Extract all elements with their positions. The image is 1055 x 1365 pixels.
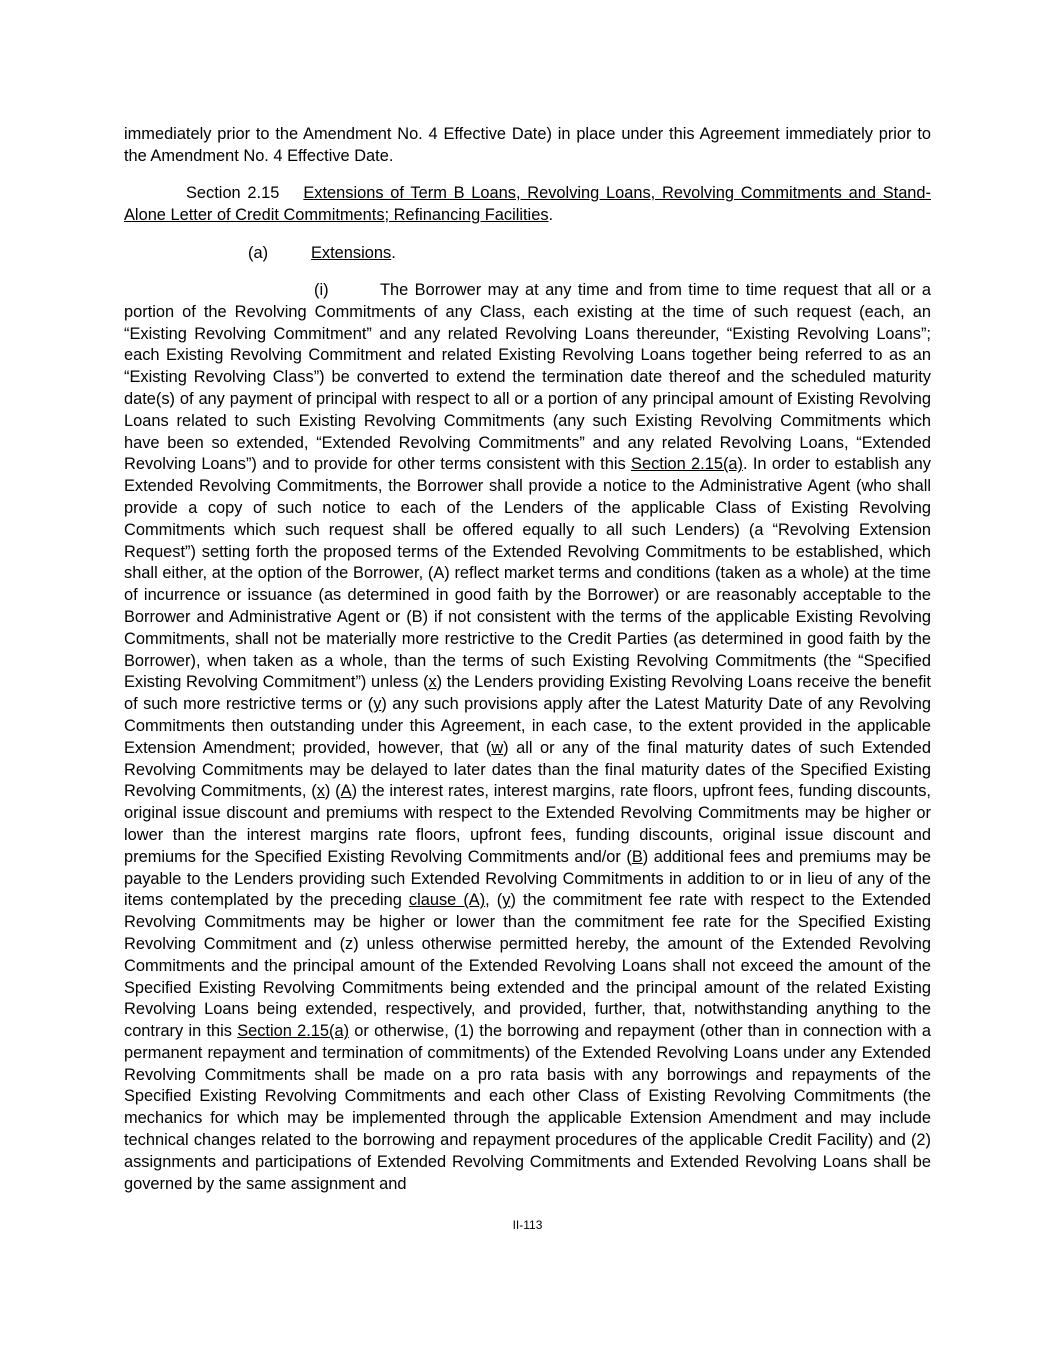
item-marker: y — [502, 891, 511, 910]
clause-i-paragraph — [124, 280, 931, 1195]
subsection-label: (a) — [248, 244, 269, 262]
item-marker: y — [373, 695, 382, 714]
page-number: II-113 — [512, 1218, 543, 1232]
section-title-end: . — [548, 205, 554, 224]
section-heading — [124, 183, 931, 227]
text-run: , ( — [485, 891, 503, 910]
item-marker: A — [340, 782, 352, 801]
clause-label: (i) — [314, 281, 329, 299]
clause-reference: clause (A) — [408, 891, 486, 910]
text-run: ) the commitment fee rate with respect to the Extended Revolving Commitments may be higher or lower than the commitment fee rate for the Specified Existing Revolving Commitment and (z) unless otherwise permitted hereby, the amount of the Extended Revolving Commitments and the principal amount of the Extended Revolving Loans shall not exceed the amount of the Specified Existing Revolving Commitments being extended and the principal amount of the related Existing Revolving Loans being extended, respectively, and provided, further, that, notwithstanding anything to the contrary in this — [124, 891, 931, 1041]
text-run: . In order to establish any Extended Revolving Commitments, the Borrower shall provide a notice to the Administrative Agent (who shall provide a copy of such notice to each of the Lenders of the applicable Class of Existing Revolving Commitments which such request shall be offered equally to all such Lenders) (a “Revolving Extension Request”) setting forth the proposed terms of the Extended Revolving Commitments to be established, which shall either, at the option of the Borrower, (A) reflect market terms and conditions (taken as a whole) at the time of incurrence or issuance (as determined in good faith by the Borrower) or are reasonably acceptable to the Borrower and Administrative Agent or (B) if not consistent with the terms of the applicable Existing Revolving Commitments, shall not be materially more restrictive to the Credit Parties (as determined in good faith by the Borrower), when taken as a whole, than the terms of such Existing Revolving Commitments (the “Specified Existing Revolving Commitment”) unless ( — [124, 455, 931, 692]
item-marker: B — [631, 847, 643, 866]
item-marker: x — [428, 673, 437, 692]
text-run: The Borrower may at any time and from time to time request that all or a portion of the Revolving Commitments of any Class, each existing at the time of such request (each, an “Existing Revolving Commitment” and any related Revolving Loans thereunder, “Existing Revolving Loans”; each Existing Revolving Commitment and related Existing Revolving Loans together being referred to as an “Existing Revolving Class”) be converted to extend the termination date thereof and the scheduled maturity date(s) of any payment of principal with respect to all or a portion of any principal amount of Existing Revolving Loans related to such Existing Revolving Commitments (any such Existing Revolving Commitments which have been so extended, “Extended Revolving Commitments” and any related Revolving Loans, “Extended Revolving Loans”) and to provide for other terms consistent with this — [124, 281, 931, 474]
section-reference: Section 2.15(a) — [237, 1022, 350, 1041]
text-run: ) the interest rates, interest margins, rate floors, upfront fees, funding discounts, original issue discount and premiums with respect to the Extended Revolving Commitments may be higher or lower than the interest margins rate floors, upfront fees, funding discounts, original issue discount and premiums for the Specified Existing Revolving Commitments and/or ( — [124, 782, 931, 866]
subsection-heading — [248, 243, 396, 265]
intro-paragraph: immediately prior to the Amendment No. 4 Effective Date) in place under this Agreement immediately prior to the Amendment No. 4 Effective Date. — [124, 125, 931, 165]
section-reference: Section 2.15(a) — [631, 455, 743, 474]
subsection-title: Extensions — [311, 244, 392, 262]
section-number: Section 2.15 — [186, 184, 280, 202]
text-run: ) ( — [324, 782, 341, 801]
item-marker: w — [491, 738, 504, 757]
text-run: ) the Lenders providing Existing Revolving Loans receive the benefit of such more restrictive terms or ( — [124, 673, 931, 714]
text-run: or otherwise, (1) the borrowing and repayment (other than in connection with a permanent repayment and termination of commitments) of the Extended Revolving Loans under any Extended Revolving Commitments shall be made on a pro rata basis with any borrowings and repayments of the Specified Existing Revolving Commitments and each other Class of Existing Revolving Commitments (the mechanics for which may be implemented through the applicable Extension Amendment and may include technical changes related to the borrowing and repayment procedures of the applicable Credit Facility) and (2) assignments and participations of Extended Revolving Commitments and Extended Revolving Loans shall be governed by the same assignment and — [124, 1022, 931, 1193]
text-run: ) any such provisions apply after the Latest Maturity Date of any Revolving Commitments then outstanding under this Agreement, in each case, to the extent provided in the applicable Extension Amendment; provided, however, that ( — [124, 695, 931, 757]
text-run: ) all or any of the final maturity dates of such Extended Revolving Commitments may be delayed to later dates than the final maturity dates of the Specified Existing Revolving Commitments, ( — [124, 738, 931, 801]
text-run: ) additional fees and premiums may be payable to the Lenders providing such Extended Revolving Commitments in addition to or in lieu of any of the items contemplated by the preceding — [124, 847, 932, 910]
subsection-title-end: . — [391, 244, 396, 262]
item-marker: x — [316, 782, 325, 801]
section-title: Extensions of Term B Loans, Revolving Loans, Revolving Commitments and Stand-Alone Letter of Credit Commitments; Refinancing Facilities — [124, 184, 932, 224]
